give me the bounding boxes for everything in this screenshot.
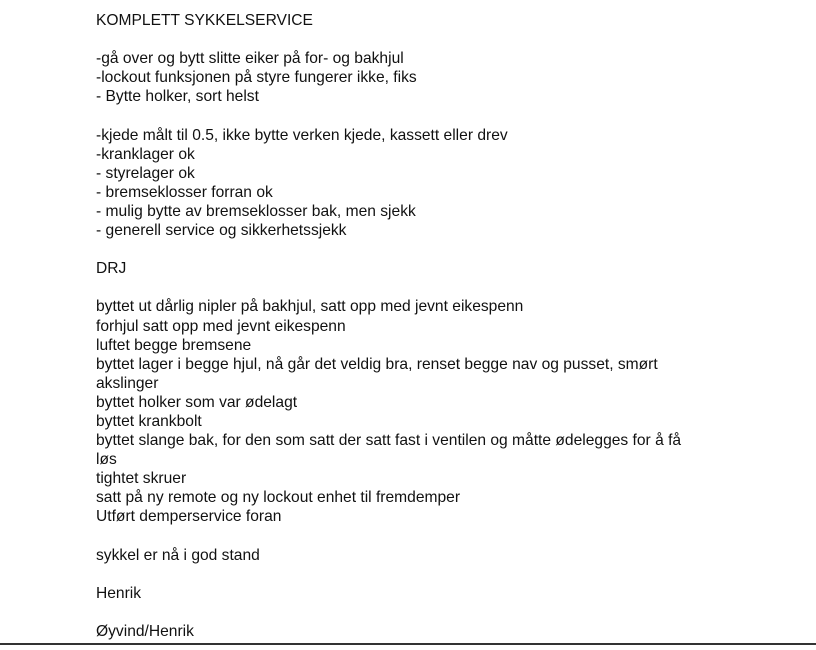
request-section	[96, 49, 796, 106]
work-line: byttet holker som var ødelagt	[96, 393, 298, 411]
work-line: byttet krankbolt	[96, 412, 202, 430]
blank-line	[96, 603, 796, 622]
work-line: akslinger	[96, 374, 159, 392]
work-line: byttet slange bak, for den som satt der satt fast i ventilen og måtte ødelegges for å få	[96, 432, 682, 450]
blank-line	[96, 278, 796, 297]
blank-line	[96, 240, 796, 259]
inspection-line: - bremseklosser forran ok	[96, 183, 273, 201]
signature-second: Øyvind/Henrik	[96, 623, 194, 640]
blank-line	[96, 527, 796, 546]
signature-first: Henrik	[96, 584, 142, 602]
inspection-line: -kranklager ok	[96, 145, 195, 163]
inspection-line: - styrelager ok	[96, 164, 195, 182]
work-line: byttet lager i begge hjul, nå går det veldig bra, renset begge nav og pusset, smørt	[96, 355, 658, 373]
request-line: - Bytte holker, sort helst	[96, 88, 259, 106]
inspection-line: - generell service og sikkerhetssjekk	[96, 222, 347, 240]
blank-line	[96, 30, 796, 49]
work-line: tightet skruer	[96, 470, 187, 488]
initials: DRJ	[96, 260, 127, 278]
inspection-line: -kjede målt til 0.5, ikke bytte verken kjede, kassett eller drev	[96, 126, 508, 144]
request-line: -lockout funksjonen på styre fungerer ikke, fiks	[96, 69, 417, 87]
work-line: løs	[96, 451, 117, 469]
page-bottom-divider	[0, 643, 816, 645]
blank-line	[96, 565, 796, 584]
work-line: byttet ut dårlig nipler på bakhjul, satt opp med jevnt eikespenn	[96, 298, 524, 316]
inspection-line: - mulig bytte av bremseklosser bak, men sjekk	[96, 202, 416, 220]
blank-line	[96, 106, 796, 125]
work-done-section	[96, 297, 796, 526]
document-title: KOMPLETT SYKKELSERVICE	[96, 12, 313, 29]
service-note	[96, 11, 796, 641]
work-line: luftet begge bremsene	[96, 336, 252, 354]
status-line: sykkel er nå i god stand	[96, 546, 260, 564]
work-line: satt på ny remote og ny lockout enhet til fremdemper	[96, 489, 461, 507]
work-line: Utført demperservice foran	[96, 508, 282, 526]
request-line: -gå over og bytt slitte eiker på for- og bakhjul	[96, 50, 404, 68]
work-line: forhjul satt opp med jevnt eikespenn	[96, 317, 346, 335]
inspection-section	[96, 126, 796, 241]
